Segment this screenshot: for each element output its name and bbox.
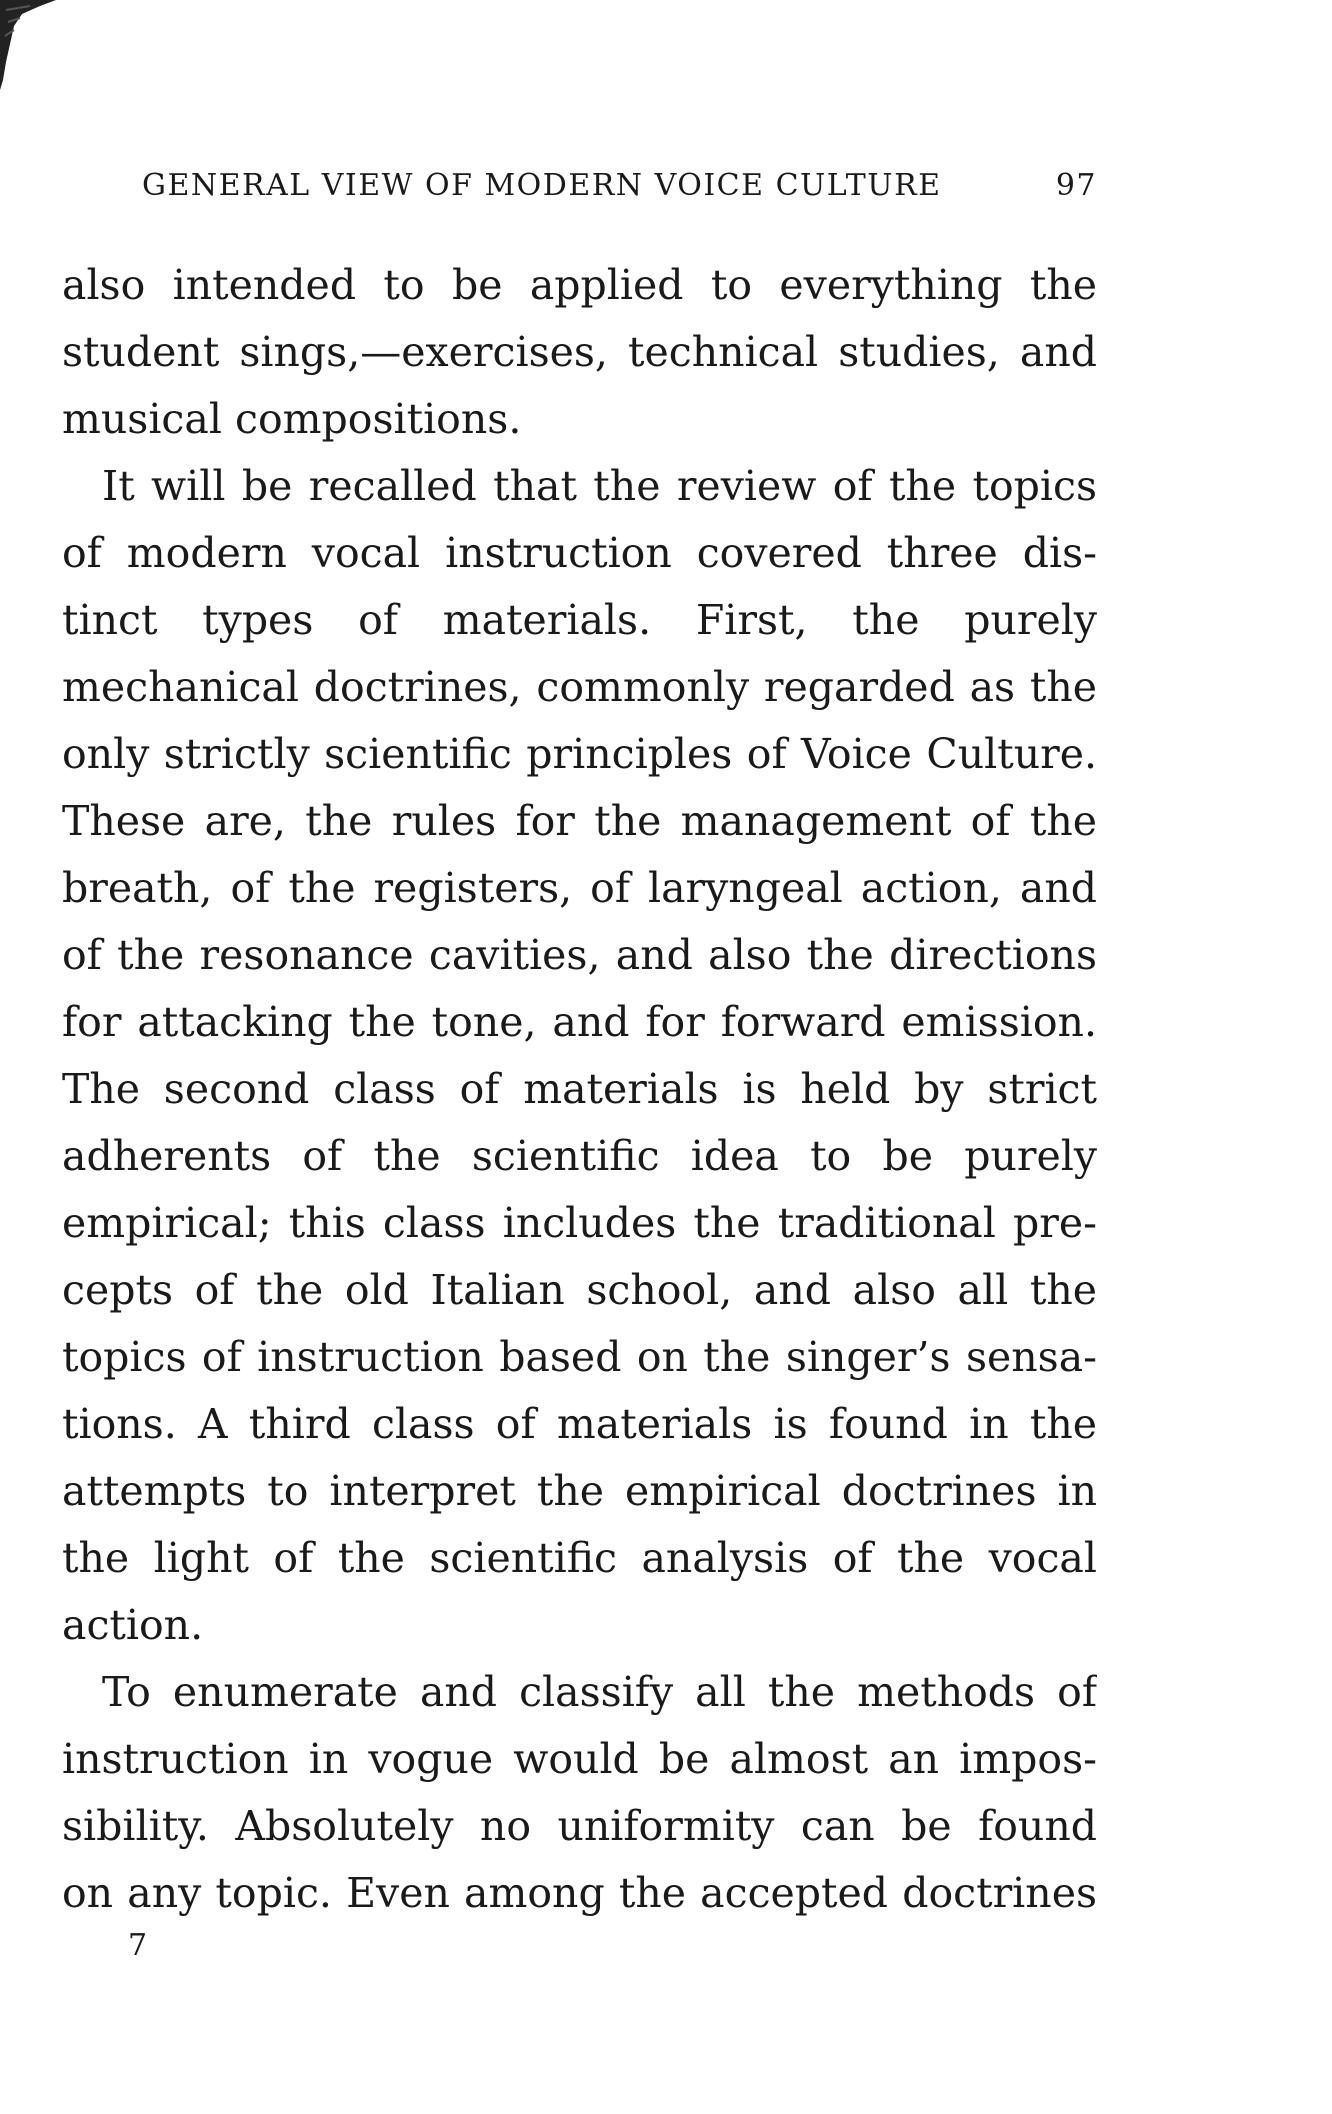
paragraph	[62, 453, 1097, 1659]
text-line: adherents of the scientific idea to be purely	[62, 1132, 1097, 1180]
text-line: instruction in vogue would be almost an impos-	[62, 1735, 1097, 1783]
text-line: for attacking the tone, and for forward emission.	[62, 998, 1097, 1046]
text-line: It will be recalled that the review of the topics	[102, 462, 1097, 510]
text-line: of modern vocal instruction covered three dis-	[62, 529, 1097, 577]
text-line: action.	[62, 1601, 204, 1649]
text-line: only strictly scientific principles of Voice Culture.	[62, 730, 1097, 778]
text-line: To enumerate and classify all the methods of	[102, 1668, 1097, 1716]
text-line: the light of the scientific analysis of the vocal	[62, 1534, 1097, 1582]
text-line: on any topic. Even among the accepted doctrines	[62, 1869, 1097, 1917]
text-line: The second class of materials is held by strict	[62, 1065, 1097, 1113]
running-header	[142, 168, 1097, 212]
running-title: GENERAL VIEW OF MODERN VOICE CULTURE	[142, 168, 942, 203]
text-line: breath, of the registers, of laryngeal action, and	[62, 864, 1097, 912]
scan-edge-mark	[0, 0, 60, 90]
text-line: musical compositions.	[62, 395, 522, 443]
text-line: tinct types of materials. First, the purely	[62, 596, 1097, 644]
text-line: These are, the rules for the management of the	[62, 797, 1097, 845]
text-line: also intended to be applied to everything the	[62, 261, 1097, 309]
text-line: cepts of the old Italian school, and also all the	[62, 1266, 1097, 1314]
text-line: student sings,—exercises, technical studies, and	[62, 328, 1097, 376]
text-line: attempts to interpret the empirical doctrines in	[62, 1467, 1097, 1515]
text-line: sibility. Absolutely no uniformity can be found	[62, 1802, 1097, 1850]
page-number: 97	[1055, 168, 1097, 203]
body-text	[62, 252, 1097, 1927]
signature-mark: 7	[128, 1928, 148, 1963]
text-line: empirical; this class includes the traditional pre-	[62, 1199, 1097, 1247]
text-line: tions. A third class of materials is found in the	[62, 1400, 1097, 1448]
text-line: of the resonance cavities, and also the directions	[62, 931, 1097, 979]
text-line: mechanical doctrines, commonly regarded as the	[62, 663, 1097, 711]
paragraph	[62, 1659, 1097, 1927]
paragraph	[62, 252, 1097, 453]
text-line: topics of instruction based on the singer’s sensa-	[62, 1333, 1097, 1381]
